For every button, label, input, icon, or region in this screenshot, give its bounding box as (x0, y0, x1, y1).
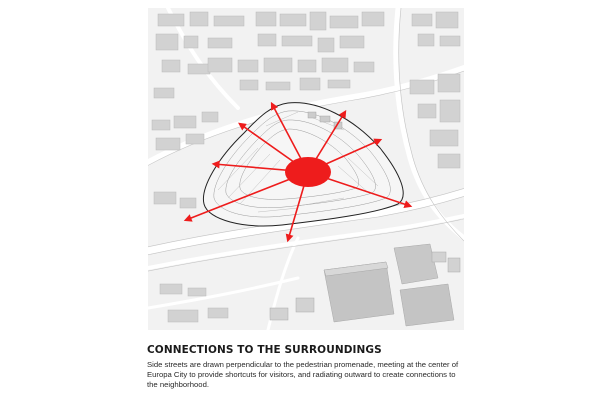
site-diagram (148, 8, 464, 330)
caption-title: CONNECTIONS TO THE SURROUNDINGS (147, 344, 382, 356)
red-hub-circle-icon (285, 157, 331, 187)
caption (147, 344, 467, 390)
aerial-site-map (148, 8, 464, 330)
caption-body: Side streets are drawn perpendicular to the pedestrian promenade, meeting at the center of Europa City to provide shortcuts for visitors, and radiating outward to create connections to the neighborhood. (147, 360, 459, 389)
